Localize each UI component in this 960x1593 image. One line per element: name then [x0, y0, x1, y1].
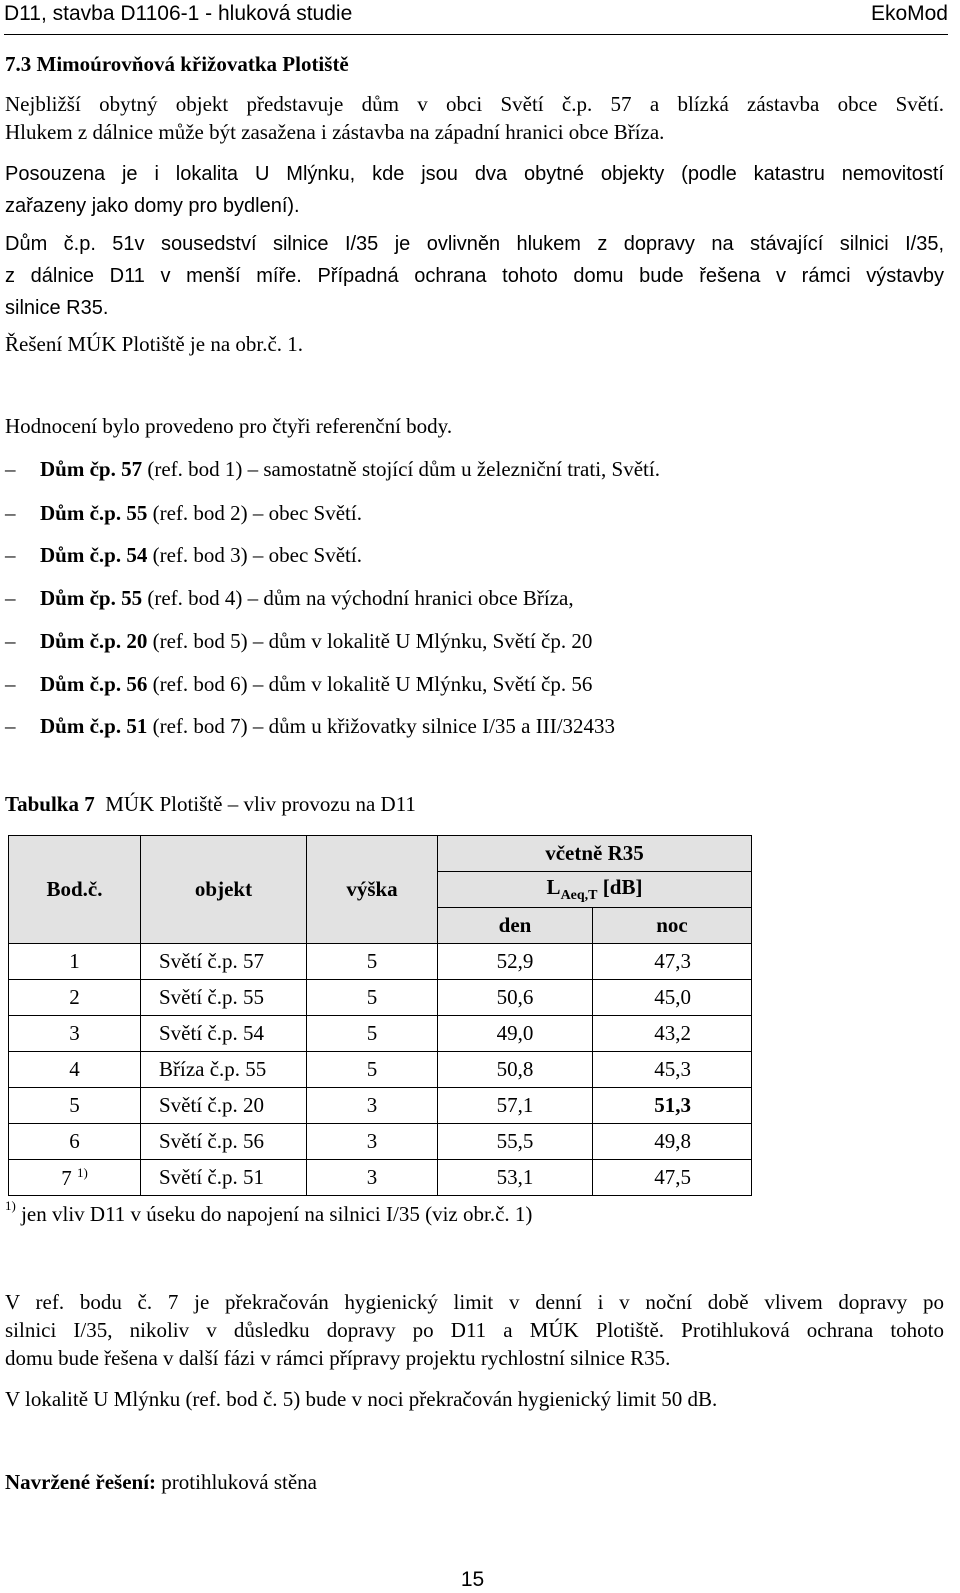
header-noc: noc	[593, 908, 752, 944]
table-caption-text: MÚK Plotiště	[105, 792, 223, 816]
cell-den: 50,6	[438, 980, 593, 1016]
table-caption-dash: –	[227, 792, 239, 816]
paragraph-3-line-3: silnice R35.	[5, 297, 109, 319]
list-dash: –	[5, 543, 16, 567]
list-item-bold: Dům čp. 55	[40, 586, 143, 610]
table-row	[9, 1088, 752, 1124]
list-item-text: (ref. bod 4) – dům na východní hranici obce Bříza,	[142, 586, 574, 610]
table-footnote	[5, 1198, 533, 1227]
list-item-text: (ref. bod 7) – dům u křižovatky silnice I/35 a III/32433	[147, 714, 616, 738]
list-item-text: (ref. bod 2) – obec Světí.	[147, 501, 362, 525]
header-unit-main: L	[546, 874, 561, 899]
cell-objekt: Světí č.p. 51	[141, 1160, 307, 1196]
list-item-bold: Dům č.p. 51	[40, 714, 148, 738]
header-unit-tail: [dB]	[597, 874, 643, 899]
list-item-text: (ref. bod 5) – dům v lokalitě U Mlýnku, Světí čp. 20	[147, 629, 593, 653]
cell-vyska: 5	[307, 1052, 438, 1088]
paragraph-4	[5, 330, 944, 358]
header-bod: Bod.č.	[9, 836, 141, 944]
cell-bod	[9, 1016, 141, 1052]
list-item	[5, 541, 362, 569]
list-item	[5, 712, 615, 740]
cell-bod-value: 5	[69, 1093, 80, 1117]
table-row	[9, 1124, 752, 1160]
cell-objekt: Světí č.p. 20	[141, 1088, 307, 1124]
list-item-bold: Dům č.p. 55	[40, 501, 148, 525]
cell-bod-value: 1	[69, 949, 80, 973]
header-unit-sub: Aeq,T	[560, 888, 598, 904]
cell-vyska: 3	[307, 1160, 438, 1196]
list-item-bold: Dům č.p. 20	[40, 629, 148, 653]
cell-den: 55,5	[438, 1124, 593, 1160]
table-row	[9, 980, 752, 1016]
cell-vyska: 3	[307, 1088, 438, 1124]
cell-den: 53,1	[438, 1160, 593, 1196]
cell-den: 49,0	[438, 1016, 593, 1052]
paragraph-2	[5, 158, 944, 222]
cell-bod	[9, 1052, 141, 1088]
cell-bod-value: 3	[69, 1021, 80, 1045]
paragraph-3-line-1: Dům č.p. 51v sousedství silnice I/35 je ovlivněn hlukem z dopravy na stávající silnici I/35,	[5, 233, 944, 255]
cell-bod-value: 6	[69, 1129, 80, 1153]
cell-bod	[9, 1124, 141, 1160]
header-title: D11, stavba D1106-1 - hluková studie	[4, 2, 353, 25]
cell-den: 52,9	[438, 944, 593, 980]
paragraph-3	[5, 228, 944, 324]
header-group: včetně R35	[438, 836, 752, 872]
page-header	[4, 0, 948, 35]
paragraph-after-1-line-1: V ref. bodu č. 7 je překračován hygienický limit v denní i v noční době vlivem dopravy po	[5, 1290, 944, 1314]
cell-vyska: 5	[307, 980, 438, 1016]
list-dash: –	[5, 457, 16, 481]
list-item-bold: Dům čp. 57	[40, 457, 143, 481]
paragraph-1-line-1: Nejbližší obytný objekt představuje dům v obci Světí č.p. 57 a blízká zástavba obce Světí.	[5, 92, 944, 116]
table-row	[9, 1052, 752, 1088]
footnote-mark: 1)	[5, 1198, 16, 1213]
list-item-text: (ref. bod 1) – samostatně stojící dům u železniční trati, Světí.	[142, 457, 660, 481]
header-unit	[438, 872, 752, 908]
cell-vyska: 3	[307, 1124, 438, 1160]
footnote-text: jen vliv D11 v úseku do napojení na silnici I/35 (viz obr.č. 1)	[15, 1202, 533, 1226]
header-company: EkoMod	[870, 2, 948, 25]
list-item-text: (ref. bod 6) – dům v lokalitě U Mlýnku, Světí čp. 56	[147, 672, 593, 696]
paragraph-1	[5, 90, 944, 146]
paragraph-after-2	[5, 1385, 944, 1413]
cell-bod-value: 2	[69, 985, 80, 1009]
header-objekt: objekt	[141, 836, 307, 944]
cell-bod-footnote-mark: 1)	[76, 1164, 88, 1180]
cell-bod	[9, 1088, 141, 1124]
paragraph-2-line-1: Posouzena je i lokalita U Mlýnku, kde jsou dva obytné objekty (podle katastru nemovitostí	[5, 163, 944, 185]
cell-objekt: Světí č.p. 55	[141, 980, 307, 1016]
cell-noc: 45,3	[593, 1052, 752, 1088]
paragraph-after-1-line-3: domu bude řešena v další fázi v rámci přípravy projektu rychlostní silnice R35.	[5, 1346, 671, 1370]
cell-bod-value: 4	[69, 1057, 80, 1081]
cell-vyska: 5	[307, 1016, 438, 1052]
table-caption-rest: vliv provozu na D11	[243, 792, 416, 816]
paragraph-1-line-2: Hlukem z dálnice může být zasažena i zástavba na západní hranici obce Bříza.	[5, 120, 665, 144]
cell-noc: 47,3	[593, 944, 752, 980]
cell-den: 57,1	[438, 1088, 593, 1124]
list-dash: –	[5, 672, 16, 696]
cell-objekt: Světí č.p. 54	[141, 1016, 307, 1052]
cell-noc: 43,2	[593, 1016, 752, 1052]
cell-bod	[9, 944, 141, 980]
list-item-bold: Dům č.p. 54	[40, 543, 148, 567]
cell-bod	[9, 980, 141, 1016]
header-vyska: výška	[307, 836, 438, 944]
cell-objekt: Světí č.p. 56	[141, 1124, 307, 1160]
list-item	[5, 455, 660, 483]
paragraph-5-text: Hodnocení bylo provedeno pro čtyři referenční body.	[5, 414, 453, 438]
list-item	[5, 627, 592, 655]
list-dash: –	[5, 501, 16, 525]
cell-noc: 49,8	[593, 1124, 752, 1160]
paragraph-5	[5, 412, 944, 440]
list-dash: –	[5, 586, 16, 610]
proposed-solution-text: protihluková stěna	[156, 1470, 317, 1494]
cell-bod-value: 7	[61, 1165, 72, 1190]
paragraph-after-1	[5, 1288, 944, 1372]
cell-bod	[9, 1160, 141, 1196]
cell-objekt: Bříza č.p. 55	[141, 1052, 307, 1088]
paragraph-2-line-2: zařazeny jako domy pro bydlení).	[5, 195, 300, 217]
header-den: den	[438, 908, 593, 944]
list-item	[5, 584, 574, 612]
list-item	[5, 670, 592, 698]
cell-vyska: 5	[307, 944, 438, 980]
list-item-bold: Dům č.p. 56	[40, 672, 148, 696]
list-dash: –	[5, 714, 16, 738]
cell-den: 50,8	[438, 1052, 593, 1088]
list-item	[5, 499, 362, 527]
table-header-row	[9, 836, 752, 872]
paragraph-3-line-2: z dálnice D11 v menší míře. Případná ochrana tohoto domu bude řešena v rámci výstavby	[5, 265, 944, 287]
table-caption	[5, 792, 416, 817]
cell-noc-exceeded: 51,3	[593, 1088, 752, 1124]
table-caption-label: Tabulka 7	[5, 792, 95, 816]
table-row	[9, 1016, 752, 1052]
table-row	[9, 1160, 752, 1196]
list-dash: –	[5, 629, 16, 653]
table-row	[9, 944, 752, 980]
page-number: 15	[460, 1568, 485, 1591]
cell-noc: 47,5	[593, 1160, 752, 1196]
paragraph-4-text: Řešení MÚK Plotiště je na obr.č. 1.	[5, 332, 304, 356]
noise-table	[8, 835, 752, 1196]
section-heading: 7.3 Mimoúrovňová křižovatka Plotiště	[5, 52, 349, 76]
paragraph-after-1-line-2: silnici I/35, nikoliv v důsledku dopravy po D11 a MÚK Plotiště. Protihluková ochrana tohoto	[5, 1318, 944, 1342]
cell-noc: 45,0	[593, 980, 752, 1016]
paragraph-after-2-text: V lokalitě U Mlýnku (ref. bod č. 5) bude v noci překračován hygienický limit 50 dB.	[5, 1387, 718, 1411]
cell-objekt: Světí č.p. 57	[141, 944, 307, 980]
proposed-solution	[5, 1470, 317, 1495]
list-item-text: (ref. bod 3) – obec Světí.	[147, 543, 362, 567]
proposed-solution-label: Navržené řešení:	[5, 1470, 157, 1494]
